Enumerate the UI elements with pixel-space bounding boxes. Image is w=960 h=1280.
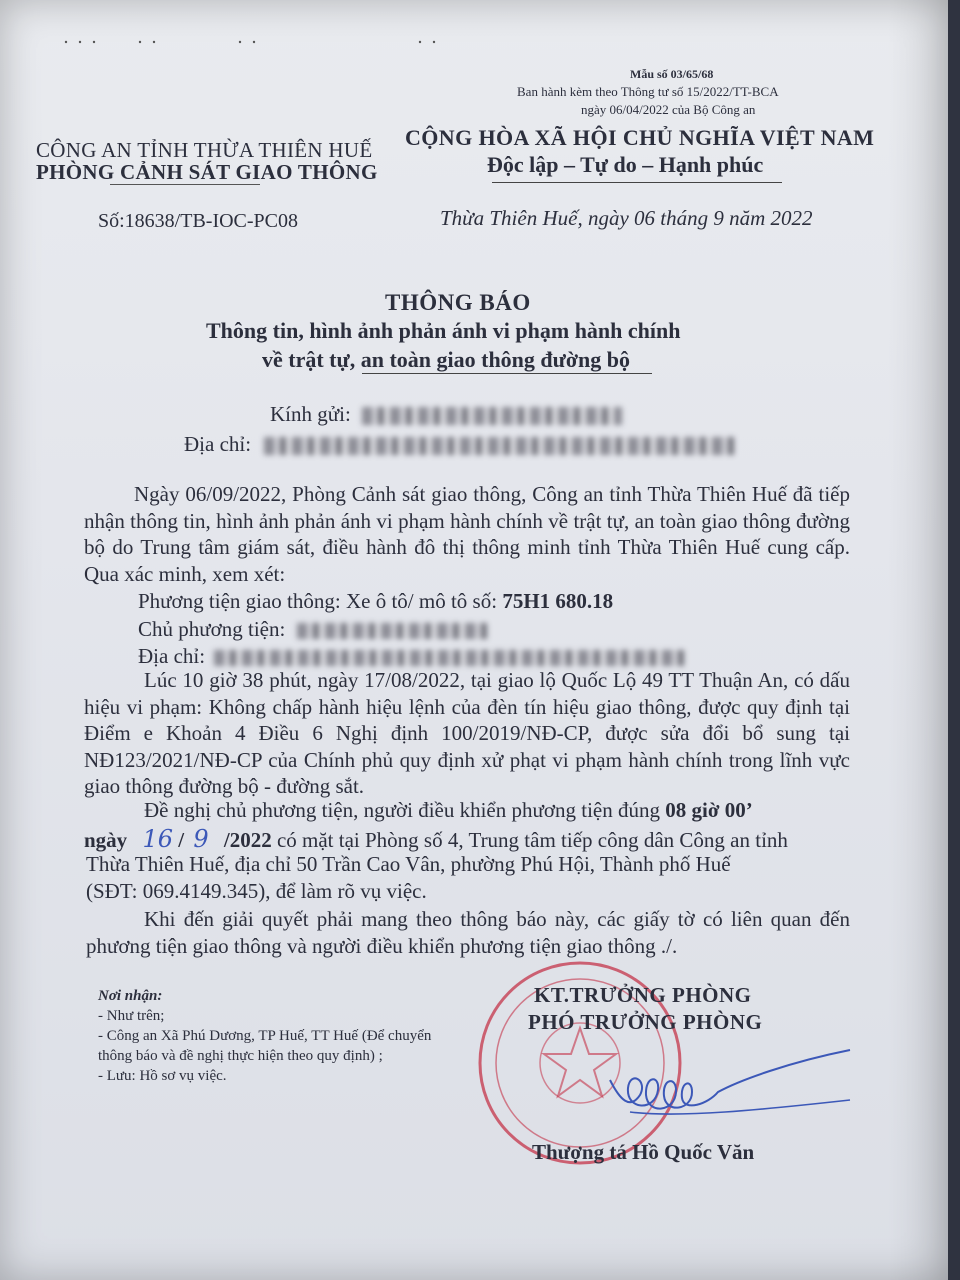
paragraph-4: Khi đến giải quyết phải mang theo thông báo này, các giấy tờ có liên quan đến phương tiện giao thông và người điều khiển phương tiện giao thông ./.: [86, 907, 850, 958]
form-issued-line1: Ban hành kèm theo Thông tư số 15/2022/TT-BCA: [517, 84, 779, 99]
address-label: Địa chỉ:: [184, 432, 252, 456]
handwritten-signature: [600, 1040, 860, 1130]
paragraph-3-line2: [84, 825, 788, 853]
motto-underline: [492, 182, 782, 183]
handwritten-month: 9: [193, 825, 209, 853]
paragraph-3-line4: [86, 879, 427, 904]
recipients-block: [98, 986, 448, 1086]
para3-year: /2022: [223, 828, 272, 852]
owner-address-row: [138, 644, 684, 669]
owner-label: Chủ phương tiện:: [138, 617, 286, 641]
para3-sep: /: [178, 828, 185, 852]
redacted-address: [264, 437, 734, 455]
recipient-address-row: [184, 432, 734, 457]
vehicle-label: Phương tiện giao thông: Xe ô tô/ mô tô số:: [138, 589, 498, 613]
redacted-name: [362, 407, 622, 425]
redacted-owner-address: [214, 650, 684, 666]
page-shadow: [888, 0, 948, 1280]
place-date: Thừa Thiên Huế, ngày 06 tháng 9 năm 2022: [440, 206, 813, 230]
para3-rest1: có mặt tại Phòng số 4, Trung tâm tiếp công dân Công an tỉnh: [276, 828, 788, 852]
paragraph-1: Ngày 06/09/2022, Phòng Cảnh sát giao thông, Công an tỉnh Thừa Thiên Huế đã tiếp nhận thông tin, hình ảnh phản ánh vi phạm hành chính về trật tự, an toàn giao thông đường bộ do Trung tâm giám sát, điều hành đô thị thông minh tỉnh Thừa Thiên Huế cung cấp. Qua xác minh, xem xét:: [84, 482, 850, 586]
national-motto: Độc lập – Tự do – Hạnh phúc: [487, 152, 764, 177]
agency-underline: [110, 184, 260, 185]
recipient-item: - Công an Xã Phú Dương, TP Huế, TT Huế (Để chuyển thông báo và đề nghị thực hiện theo quy định) ;: [98, 1028, 432, 1064]
document-subtitle-line1: Thông tin, hình ảnh phản ánh vi phạm hành chính: [206, 318, 681, 343]
document-subtitle-line2: về trật tự, an toàn giao thông đường bộ: [262, 347, 631, 372]
recipient-item: - Như trên;: [98, 1008, 165, 1024]
vehicle-row: [138, 589, 613, 614]
para3-rest2: Thừa Thiên Huế, địa chỉ 50 Trần Cao Vân, phường Phú Hội, Thành phố Huế: [86, 852, 731, 876]
recipient-item: - Lưu: Hồ sơ vụ việc.: [98, 1068, 227, 1084]
owner-address-label: Địa chỉ:: [138, 644, 206, 668]
recipients-title: Nơi nhận:: [98, 988, 163, 1004]
to-label: Kính gửi:: [270, 402, 351, 426]
recipient-row: [270, 402, 622, 427]
paragraph-2: Lúc 10 giờ 38 phút, ngày 17/08/2022, tại giao lộ Quốc Lộ 49 TT Thuận An, có dấu hiệu vi phạm: Không chấp hành hiệu lệnh của đèn tín hiệu giao thông, được quy định tại Điểm e Khoản 4 Điều 6 Nghị định 100/2019/NĐ-CP, được sửa đổi bổ sung tại NĐ123/2021/NĐ-CP của Chính phủ quy định xử phạt vi phạm hành chính trong lĩnh vực giao thông đường bộ - đường sắt.: [84, 668, 850, 798]
owner-row: [138, 617, 487, 642]
scan-marks: [60, 36, 480, 48]
form-number: Mẫu số 03/65/68: [630, 67, 714, 81]
department-name: PHÒNG CẢNH SÁT GIAO THÔNG: [36, 160, 378, 184]
signer-name: Thượng tá Hồ Quốc Văn: [532, 1140, 755, 1164]
subtitle-underline: [362, 373, 652, 374]
national-title: CỘNG HÒA XÃ HỘI CHỦ NGHĨA VIỆT NAM: [405, 125, 875, 150]
para3-day-label: ngày: [84, 828, 128, 852]
paragraph-3-line1: [144, 798, 753, 823]
para3-rest3: (SĐT: 069.4149.345), để làm rõ vụ việc.: [86, 879, 427, 903]
document-title: THÔNG BÁO: [385, 290, 531, 315]
document-number: Số:18638/TB-IOC-PC08: [98, 210, 299, 232]
handwritten-day: 16: [142, 825, 173, 853]
form-issued-line2: ngày 06/04/2022 của Bộ Công an: [581, 102, 756, 117]
para3-time: 08 giờ 00’: [665, 798, 753, 822]
signature-title-1: KT.TRƯỞNG PHÒNG: [534, 983, 752, 1007]
para3-start: Đề nghị chủ phương tiện, người điều khiển phương tiện đúng: [144, 798, 660, 822]
paragraph-3-line3: [86, 852, 731, 877]
agency-name: CÔNG AN TỈNH THỪA THIÊN HUẾ: [36, 138, 373, 162]
redacted-owner: [297, 623, 487, 639]
signature-title-2: PHÓ TRƯỞNG PHÒNG: [528, 1010, 763, 1034]
vehicle-plate: 75H1 680.18: [502, 589, 614, 613]
